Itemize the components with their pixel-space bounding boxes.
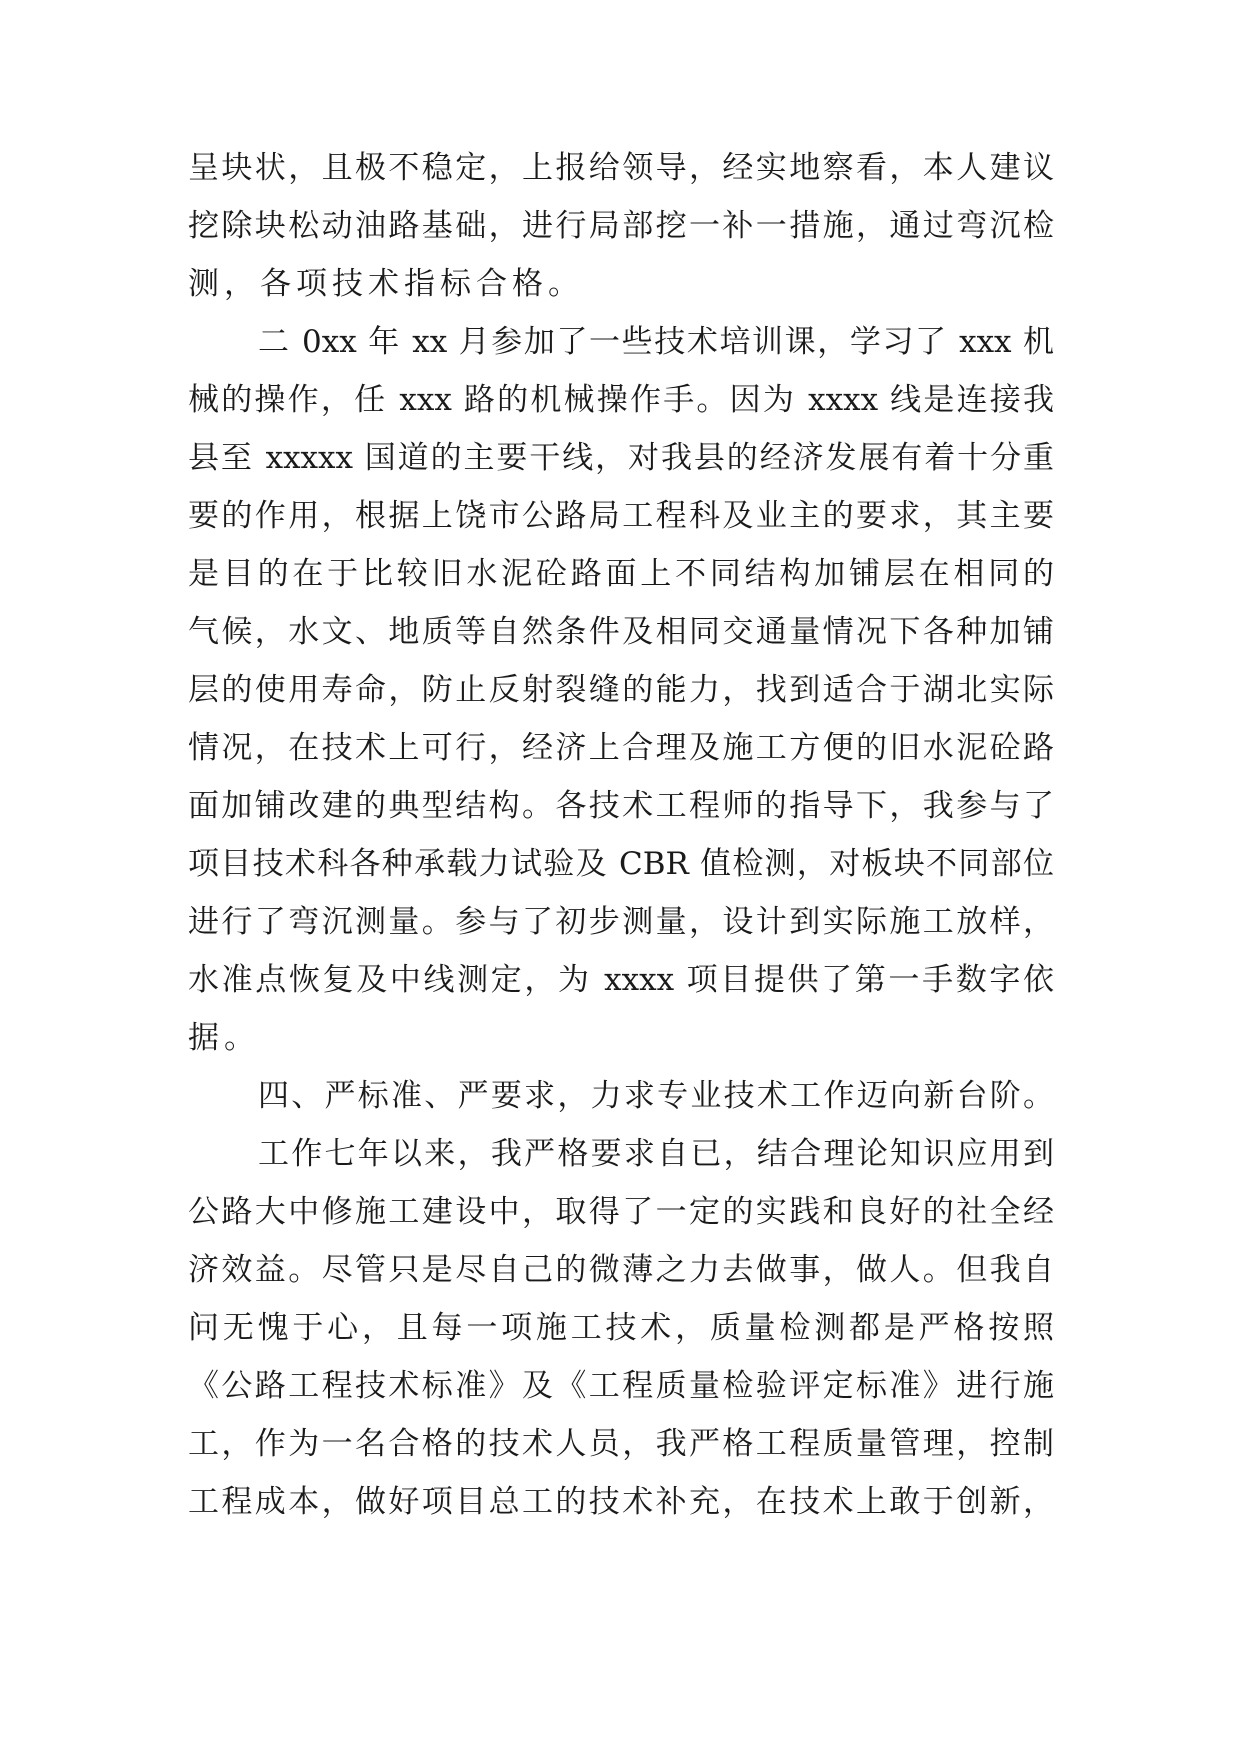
- paragraph-first-line: 工作七年以来，我严格要求自已，结合理论知识应用到: [258, 1136, 1054, 1172]
- text-line: 问无愧于心，且每一项施工技术，质量检测都是严格按照: [188, 1310, 1054, 1346]
- text-line: 项目技术科各种承载力试验及 CBR 值检测，对板块不同部位: [188, 846, 1054, 882]
- text-line: 工，作为一名合格的技术人员，我严格工程质量管理，控制: [188, 1426, 1054, 1462]
- paragraph-first-line: 二 0xx 年 xx 月参加了一些技术培训课，学习了 xxx 机: [258, 324, 1054, 360]
- text-line: 《公路工程技术标准》及《工程质量检验评定标准》进行施: [188, 1368, 1054, 1404]
- text-line: 情况，在技术上可行，经济上合理及施工方便的旧水泥砼路: [188, 730, 1054, 766]
- text-line: 济效益。尽管只是尽自己的微薄之力去做事，做人。但我自: [188, 1252, 1054, 1288]
- section-heading: 四、严标准、严要求，力求专业技术工作迈向新台阶。: [258, 1078, 1054, 1114]
- text-line: 面加铺改建的典型结构。各技术工程师的指导下，我参与了: [188, 788, 1054, 824]
- text-line: 是目的在于比较旧水泥砼路面上不同结构加铺层在相同的: [188, 556, 1054, 592]
- text-line: 气候，水文、地质等自然条件及相同交通量情况下各种加铺: [188, 614, 1054, 650]
- text-line: 挖除块松动油路基础，进行局部挖一补一措施，通过弯沉检: [188, 208, 1054, 244]
- text-line: 进行了弯沉测量。参与了初步测量，设计到实际施工放样，: [188, 904, 1054, 940]
- text-line: 械的操作，任 xxx 路的机械操作手。因为 xxxx 线是连接我: [188, 382, 1054, 418]
- text-line: 层的使用寿命，防止反射裂缝的能力，找到适合于湖北实际: [188, 672, 1054, 708]
- text-line: 工程成本，做好项目总工的技术补充，在技术上敢于创新，: [188, 1484, 1054, 1520]
- text-line: 水准点恢复及中线测定，为 xxxx 项目提供了第一手数字依: [188, 962, 1054, 998]
- text-line: 据。: [188, 1020, 260, 1056]
- text-line: 测，各项技术指标合格。: [188, 266, 584, 302]
- text-line: 公路大中修施工建设中，取得了一定的实践和良好的社全经: [188, 1194, 1054, 1230]
- text-line: 呈块状，且极不稳定，上报给领导，经实地察看，本人建议: [188, 150, 1054, 186]
- text-line: 要的作用，根据上饶市公路局工程科及业主的要求，其主要: [188, 498, 1054, 534]
- text-line: 县至 xxxxx 国道的主要干线，对我县的经济发展有着十分重: [188, 440, 1054, 476]
